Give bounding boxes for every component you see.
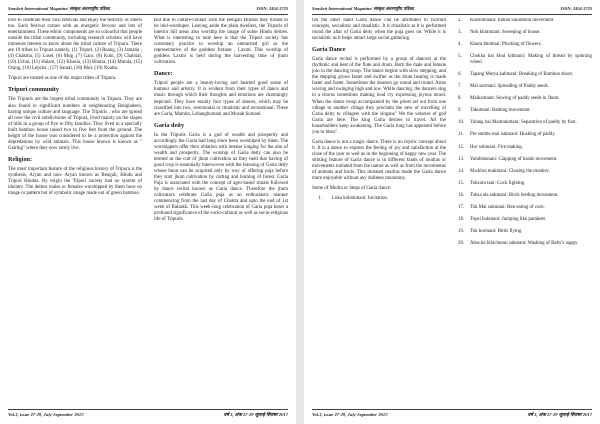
list-item-text: Yalubmanani: Clapping of hands movement.: [470, 156, 558, 162]
text-column-right: [154, 18, 288, 402]
section-heading: Religion:: [8, 155, 33, 163]
journal-issn: ISSN: 2454-2725: [256, 6, 288, 11]
list-item-text: Hor sobmani: Fire making.: [470, 144, 523, 150]
journal-title: Sanskrit International Magazine/ संस्कृत अंतरराष्ट्रीय पत्रिका: [312, 6, 414, 11]
list-item-number: 13.: [458, 156, 465, 162]
list-item-number: 10.: [458, 120, 465, 126]
list-item-text: Chokha bai khul kibmani: Making of thread by spinning wheel.: [470, 54, 592, 66]
list-item: [458, 241, 592, 247]
page-right: [304, 0, 600, 424]
list-item-text: Takumani: Bathing movement.: [470, 108, 531, 114]
list-item-text: Mwkhra mukmani: Chasing the monkey.: [470, 168, 550, 174]
list-item-number: 6.: [458, 72, 462, 78]
list-item-text: Toksuru tani: Cock fighting.: [470, 180, 526, 186]
page-footer: [8, 409, 288, 420]
list-item-number: 9.: [458, 108, 462, 114]
footer-issue-hindi: वर्ष 3, अंक 27-29 जुलाई-सितंबर 2017: [527, 412, 592, 417]
list-item: [458, 84, 592, 90]
list-item-number: 1.: [318, 196, 322, 202]
paragraph: love to celebrate their own festivals and enjoy the festivity of others too. Each festival comes with an energetic fervour and lots of entertainment. These ethnic components are so colourful that people outside the tribal community, including research scholars will have immense interest to know about the tribal culture of Tripura. There are 19 tribes in Tripura namely, (1) Tripuri, (2) Reang, (3) Jamatia ,(4) Chakma, (5) Lusei, (6) Mog ,(7) Garo, (8) Kuki, (9) Chaimal, (10) Uchai, (11) Halam, (12) Khasia, (13) Bhutia, (14) Munda, (15) Orang, (16) Lepcha , (17) Santal, (18) Bhil, (19) Noatia.: [8, 18, 142, 72]
footer-issue-hindi: वर्ष 3, अंक 27-29 जुलाई-सितंबर 2017: [223, 412, 288, 417]
list-item-text: Maikaimani: Sowing of paddy seeds in Jhum.: [470, 96, 560, 102]
list-item-number: 18.: [458, 216, 465, 222]
list-item: [458, 217, 592, 223]
list-item: [458, 181, 592, 187]
list-item-text: Tapang Mutya kabmani: Breaking of Bamboo shoot.: [470, 72, 574, 78]
list-item-text: Yalang bai Maimukmani: Separation of paddy by foot.: [470, 120, 577, 126]
paragraph: The Tripuris are the largest tribal community in Tripura. They are also found in significant numbers in neighbouring Bangladesh, having unique culture and language. The Tripuris , who are spread all over the civil subdivisions of Tripura, lived mainly on the slopes of hills in a group of five to fifty families. They lived in a specially built bamboo house raised two to five feet from the ground. The height of the house was considered to be a protection against the depredations by wild animals. This house known is known as " Gairing" where they now rarely live.: [8, 97, 142, 151]
mudra-list: [458, 18, 592, 247]
page-left: [0, 0, 296, 424]
paragraph: Some of Mudra or Steps of Garia dance:: [312, 186, 392, 192]
list-item-text: Khum kholmai: Plucking of flowers.: [470, 42, 542, 48]
section-heading: Garia Dance: [312, 46, 346, 54]
paragraph: Tripuri are treated as one of the major tribes of Tripura.: [8, 76, 117, 82]
list-item: [458, 18, 592, 24]
list-item-number: 3.: [458, 30, 462, 36]
text-column-left: [8, 18, 142, 402]
list-item-text: Abocini Khichumu sabmani: Washing of Baby's nappy.: [470, 240, 579, 246]
paragraph: In the Tripuris Garia is a god of wealth and prosperity and accordingly the Garia had long since been worshiped by them. The worshippers offer their oblation with intense longing for the aim of wealth and prosperity. The worship of Garia deity can also be termed as the cult of jhum cultivation as they held that having of good crop is essentially interwoven with the blessing of Garia deity whose boon can be acquired only by way of offering puja before they start jhum cultivation by cutting and burning of forest. Garia Puja is associated with the concept of agro-based rituals followed by dance recital known as Garia dance. Therefore the jhum cultivators celebrate Garia puja as an enthusiastic manner commencing from the last day of Chaitra and upto the end of 1st week of Baisakh. This week-long celebration of Garia puja bears a profound significance of the socio-cultural as well as socio-religious life of Tripuris.: [154, 132, 288, 223]
list-item-number: 19.: [458, 228, 465, 234]
list-item-number: 11.: [458, 132, 464, 138]
journal-issn: ISSN: 2454-2725: [560, 6, 592, 11]
list-item-number: 20.: [458, 240, 465, 246]
list-item: [318, 196, 446, 202]
mudra-list-column: [458, 18, 592, 402]
list-item-text: Tok Mai sukmani: Hen eating of corn.: [470, 204, 545, 210]
section-heading: Tripuri community: [8, 86, 59, 94]
list-item: [458, 205, 592, 211]
list-item: [458, 120, 592, 126]
list-item: [458, 157, 592, 163]
paragraph: Tripuri people are a beauty-loving and hearted good sense of humour and artistry. It is evident from their types of dance and music through which their thoughts and emotions are charmingly depicted. They have mainly four types of dances, which may be classified into two, ceremonial or ritualistic and recreational. These are Garia, Mamita, Lebangbumani and Mosak Sumani.: [154, 81, 288, 117]
text-column-left: [312, 18, 446, 402]
list-item: [458, 145, 592, 151]
list-item: [458, 193, 592, 199]
list-item: [458, 96, 592, 102]
list-item-text: Toksa ala sukmani: Birds feeding movement.: [470, 192, 559, 198]
paragraph: The most important feature of the religious history of Tripura is the synthesis, Aryan and non- Aryan known as Bengali, Hindu and Tripuri Hindus. By origin the Tripuri society had no system of idolatry. The deities males or females worshipped by them have no image or pattern but of symbolic image made out of green bamboo.: [8, 166, 142, 197]
paragraph: On the other hand Garia dance can be attributed to twofold concepts, socialistic and ritualistic. It is ritualistic as it is performed round the altar of Garia deity when the puja goes on. While it is socialistic as it helps attract large social gathering.: [312, 18, 446, 42]
section-heading: Dance:: [154, 70, 173, 78]
paragraph: But due to culture-contact with the Bengali Hindus they turned to be idol-worshiper. Leaving aside the plain dwellers, the Tripuris of interior hill areas also worship the image of some Hindu deities. What is interesting to note here is that the Tripuri society has customary practice to worship an unmarried girl as the representative of the goddess fortune , Laxmi. This worship of goddess Laxmi is held during the harvesting time of jhum cultivation.: [154, 18, 288, 66]
paragraph: Garia dance recital is performed by a group of dancers at the rhythmic and beat of the flute and drum. Both the male and female join in the dancing troop. The dance begins with slow stepping, and the stepping grows faster and swifter as the drum beating is made faster and faster. Sometimes the dancers go round and round. Arms waving and swinging high and low. While dancing, the dancers sing in a chorus sometimes making loud cry expressing joyous mood. When the dance troop accompanied by the priest set out from one village to another village they proclaim the new of travelling of Garia deity to villagers with the slogans" We the votaries of god Garia are here. The king Garia desires to travel. All the householders keep awakening. The Garia long has appeared before you to bless".: [312, 57, 446, 135]
list-item-text: Pre sumbo mai sukmani: Husking of paddy.: [470, 132, 556, 138]
list-item-number: 17.: [458, 204, 465, 210]
journal-title: Sanskrit International Magazine/ संस्कृत अंतरराष्ट्रीय पत्रिका: [8, 6, 110, 11]
list-item-number: 4.: [458, 42, 462, 48]
list-item: [458, 108, 592, 114]
list-item-text: Khoshmanni: Indian Salutation movement.: [470, 18, 555, 23]
page-gutter: [296, 0, 304, 424]
list-item-number: 2.: [458, 18, 462, 23]
list-item-number: 15.: [458, 180, 465, 186]
list-item-text: Mai surmani: Spreading of Paddy seeds.: [470, 84, 550, 90]
section-heading: Garia deity: [154, 121, 185, 129]
footer-issue: Vol.3, issue 27-29, July-September 2017.: [8, 412, 85, 417]
list-item: [458, 30, 592, 36]
page-header: [8, 4, 288, 15]
list-item: [458, 229, 592, 235]
list-item-number: 5.: [458, 54, 462, 60]
paragraph: Garia dance is not a magic dance. There is no mystic concept about it. It is a dance to express the feeling of joy and satisfaction at the close of the year as well as in the beginning of happy new year. The striking feature of Garia dance is in different kinds of mudras or movements initiated from the nature as well as from the movements of animals and birds. This imitated mudras made the Garia dance more enjoyable without any dullness monotony.: [312, 139, 446, 182]
list-item-text: Topsi bubmani: Jumping like parakeet.: [470, 216, 547, 222]
list-item-number: 8.: [458, 96, 462, 102]
mudra-list: [312, 196, 446, 202]
list-item-number: 14.: [458, 168, 465, 174]
list-item: [458, 169, 592, 175]
list-item: [458, 42, 592, 48]
list-item-number: 12.: [458, 144, 465, 150]
list-item-number: 16.: [458, 192, 465, 198]
page-footer: [312, 409, 592, 420]
list-item-text: Loka kobokmani: Invitation.: [332, 196, 389, 202]
list-item-text: Tok bormani: Birds flying.: [470, 228, 523, 234]
list-item: [458, 72, 592, 78]
page-header: [312, 4, 592, 15]
list-item-number: 7.: [458, 84, 462, 90]
list-item: [458, 132, 592, 138]
footer-issue: Vol.3, issue 27-29, July-September 2017.: [312, 412, 389, 417]
list-item: [458, 54, 592, 66]
list-item-text: Nok khimmani: Sweeping of house.: [470, 30, 541, 36]
